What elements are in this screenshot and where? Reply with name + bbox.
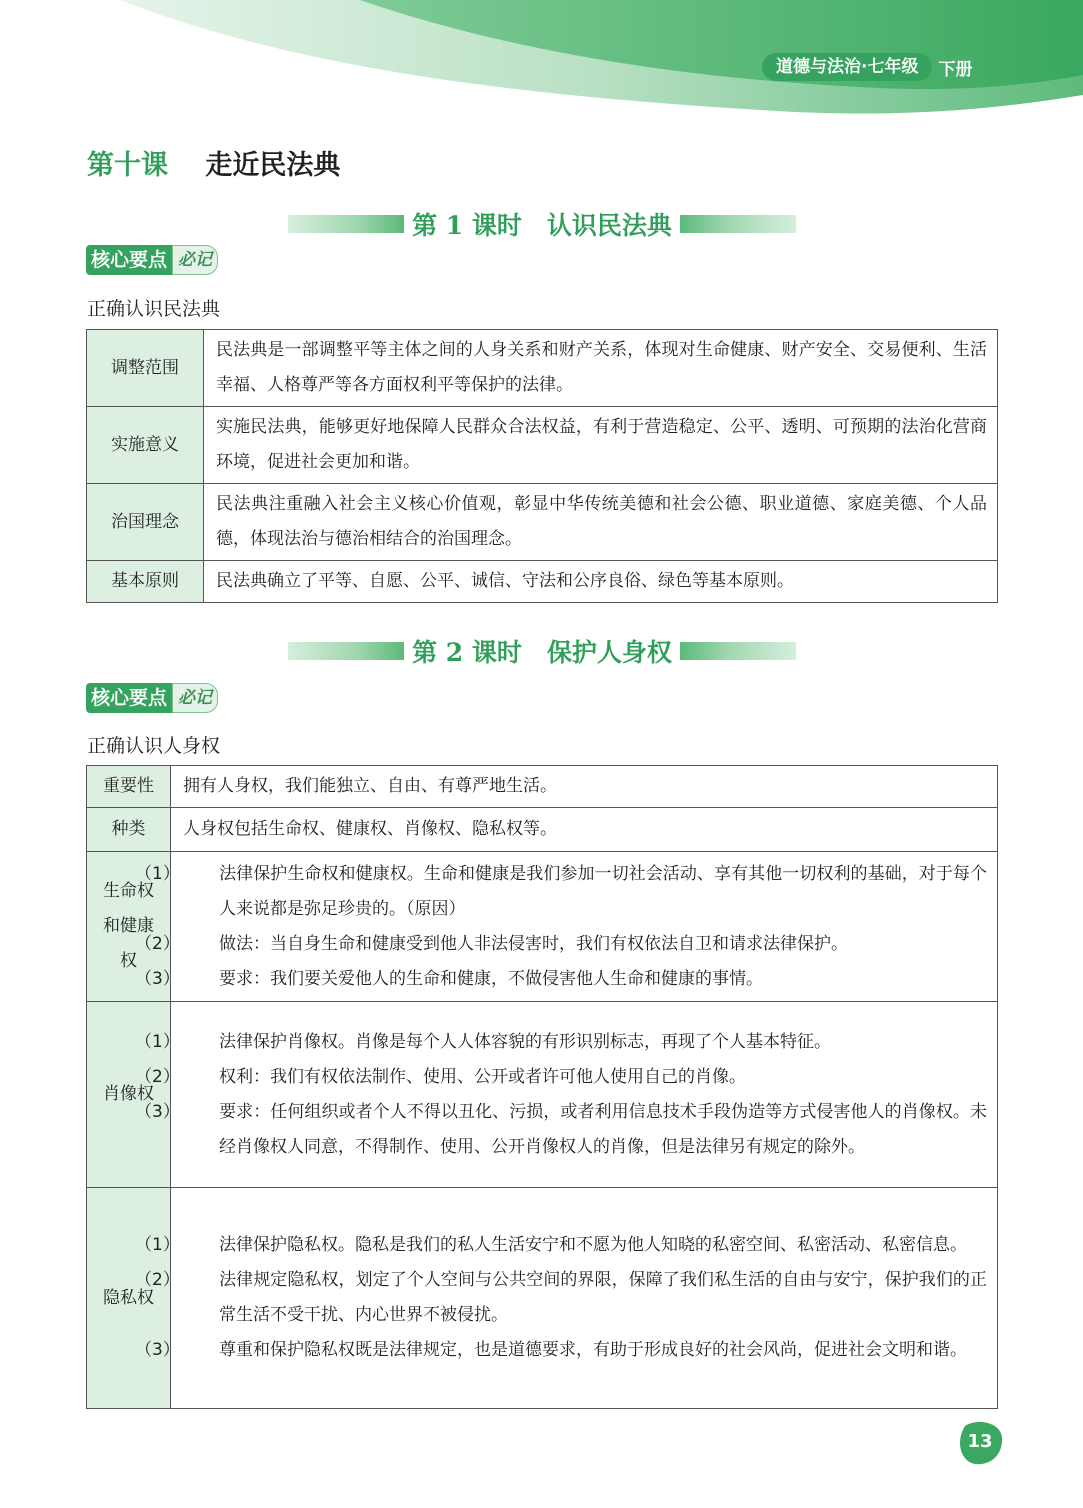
key-points-badge xyxy=(86,244,218,276)
list-item: （1） 法律保护隐私权。隐私是我们的私人生活安宁和不愿为他人知晓的私密空间、私密活动、私密信息。 xyxy=(135,1235,967,1255)
table-row xyxy=(87,330,998,407)
table-row xyxy=(87,407,998,484)
row-content xyxy=(135,1002,998,1188)
must-remember-label: 必记 xyxy=(172,245,218,275)
table-row xyxy=(87,484,998,561)
book-title: 道德与法治·七年级 xyxy=(762,53,932,81)
row-label: 治国理念 xyxy=(87,484,204,561)
key-points-badge xyxy=(86,682,218,714)
list-item: （2） 做法：当自身生命和健康受到他人非法侵害时，我们有权依法自卫和请求法律保护。 xyxy=(135,933,848,954)
row-label: 生命权和健康权 xyxy=(87,852,171,1002)
row-content: 民法典注重融入社会主义核心价值观，彰显中华传统美德和社会公德、职业道德、家庭美德、个人品德，体现法治与德治相结合的治国理念。 xyxy=(204,484,998,561)
row-label: 基本原则 xyxy=(87,561,204,603)
list-item: （3） 尊重和保护隐私权既是法律规定，也是道德要求，有助于形成良好的社会风尚，促进社会文明和谐。 xyxy=(135,1340,967,1360)
book-badge xyxy=(762,53,972,81)
list-item: （2） 法律规定隐私权，划定了个人空间与公共空间的界限，保障了我们私生活的自由与安宁，保护我们的正常生活不受干扰、内心世界不被侵扰。 xyxy=(135,1270,987,1325)
must-remember-label: 必记 xyxy=(172,683,218,713)
table-row xyxy=(87,808,998,852)
row-content: 人身权包括生命权、健康权、肖像权、隐私权等。 xyxy=(171,808,998,852)
heading-bar-right xyxy=(680,642,796,660)
civil-code-table xyxy=(86,329,998,603)
section-heading-1 xyxy=(288,204,796,244)
list-item: （3） 要求：我们要关爱他人的生命和健康，不做侵害他人生命和健康的事情。 xyxy=(135,968,763,989)
page-number: 13 xyxy=(967,1431,993,1452)
subheading: 正确认识人身权 xyxy=(87,735,221,757)
row-label: 肖像权 xyxy=(87,1002,171,1188)
personal-rights-table xyxy=(86,765,998,1409)
table-row xyxy=(87,766,998,808)
row-content: 拥有人身权，我们能独立、自由、有尊严地生活。 xyxy=(171,766,998,808)
row-content xyxy=(135,852,998,1002)
key-points-label: 核心要点 xyxy=(86,683,172,713)
row-label: 调整范围 xyxy=(87,330,204,407)
page-number-badge xyxy=(957,1420,1003,1466)
table-row xyxy=(87,1188,998,1409)
list-item: （1） 法律保护肖像权。肖像是每个人人体容貌的有形识别标志，再现了个人基本特征。 xyxy=(135,1031,831,1052)
lesson-name: 走近民法典 xyxy=(205,150,341,181)
row-content: 实施民法典，能够更好地保障人民群众合法权益，有利于营造稳定、公平、透明、可预期的法治化营商环境，促进社会更加和谐。 xyxy=(204,407,998,484)
list-item: （2） 权利：我们有权依法制作、使用、公开或者许可他人使用自己的肖像。 xyxy=(135,1066,746,1087)
table-row xyxy=(87,561,998,603)
subheading: 正确认识民法典 xyxy=(87,298,221,320)
row-label: 隐私权 xyxy=(87,1188,171,1409)
section-title: 第 2 课时 保护人身权 xyxy=(412,638,672,667)
lesson-number: 第十课 xyxy=(87,150,168,181)
list-item: （1） 法律保护生命权和健康权。生命和健康是我们参加一切社会活动、享有其他一切权利的基础，对于每个人来说都是弥足珍贵的。（原因） xyxy=(135,863,987,919)
row-label: 种类 xyxy=(87,808,171,852)
heading-bar-left xyxy=(288,642,404,660)
section-title: 第 1 课时 认识民法典 xyxy=(412,211,672,240)
book-volume: 下册 xyxy=(938,59,973,80)
list-item: （3） 要求：任何组织或者个人不得以丑化、污损，或者利用信息技术手段伪造等方式侵害他人的肖像权。未经肖像权人同意，不得制作、使用、公开肖像权人的肖像，但是法律另有规定的除外。 xyxy=(135,1101,987,1157)
heading-bar-right xyxy=(680,215,796,233)
key-points-label: 核心要点 xyxy=(86,245,172,275)
row-content: 民法典是一部调整平等主体之间的人身关系和财产关系，体现对生命健康、财产安全、交易便利、生活幸福、人格尊严等各方面权利平等保护的法律。 xyxy=(204,330,998,407)
heading-bar-left xyxy=(288,215,404,233)
row-content: 民法典确立了平等、自愿、公平、诚信、守法和公序良俗、绿色等基本原则。 xyxy=(204,561,998,603)
row-content xyxy=(135,1188,998,1409)
table-row xyxy=(87,852,998,1002)
section-heading-2 xyxy=(288,631,796,671)
lesson-title xyxy=(87,143,340,182)
row-label: 重要性 xyxy=(87,766,171,808)
row-label: 实施意义 xyxy=(87,407,204,484)
table-row xyxy=(87,1002,998,1188)
